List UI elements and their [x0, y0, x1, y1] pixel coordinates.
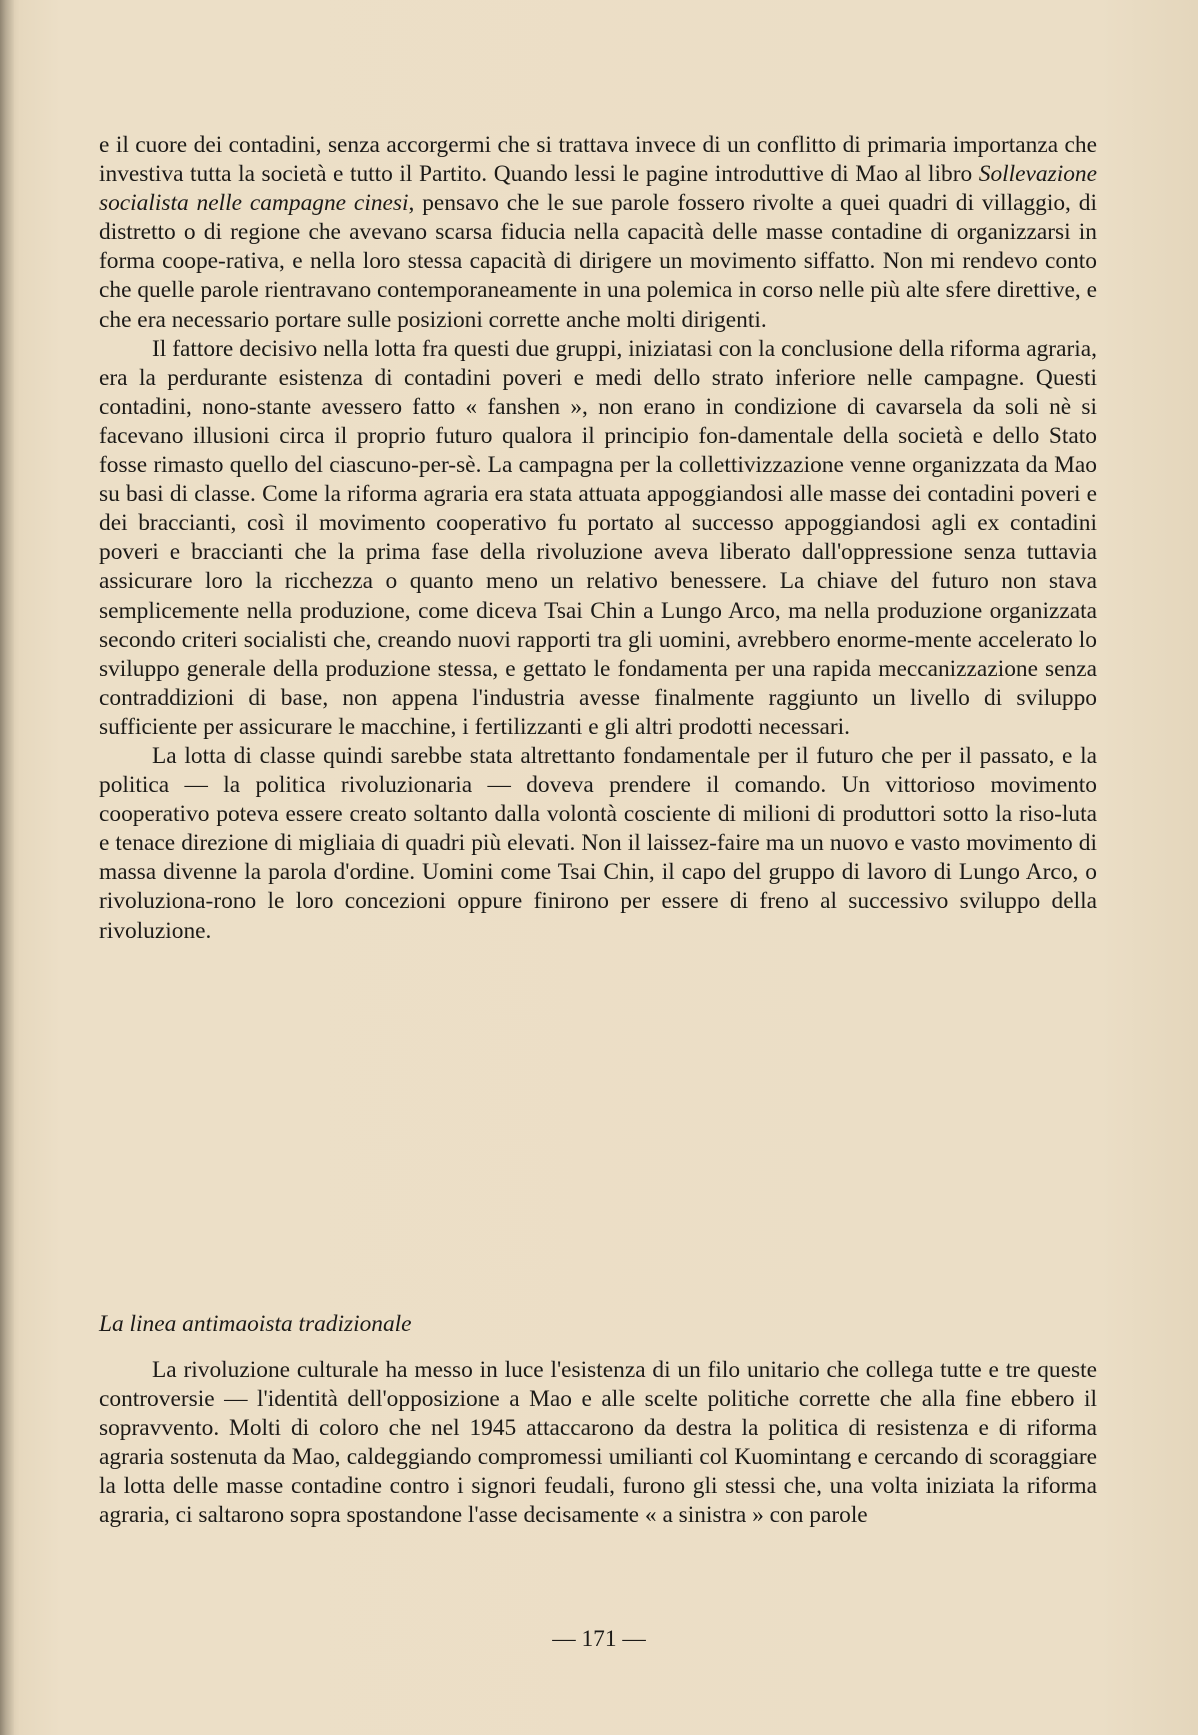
paragraph-4: La rivoluzione culturale ha messo in luce l'esistenza di un filo unitario che collega tutte e tre queste controversie — l'identità dell'opposizione a Mao e alle scelte politiche corrette che alla fine ebbero il sopravvento. Molti di coloro che nel 1945 attaccarono da destra la politica di resistenza e di riforma agraria sostenuta da Mao, caldeggiando compromessi umilianti col Kuomintang e cercando di scoraggiare la lotta delle masse contadine contro i signori feudali, furono gli stessi che, una volta iniziata la riforma agraria, ci saltarono sopra spostandone l'asse decisamente « a sinistra » con parole	[99, 1357, 1097, 1529]
paragraph-1: e il cuore dei contadini, senza accorgermi che si trattava invece di un conflitto di primaria importanza che investiva tutta la società e tutto il Partito. Quando lessi le pagine introduttive di Mao al libro Sollevazione socialista nelle campagne cinesi, pensavo che le sue parole fossero rivolte a quei quadri di villaggio, di distretto o di regione che avevano scarsa fiducia nella capacità delle masse contadine di organizzarsi in forma coope-rativa, e nella loro stessa capacità di dirigere un movimento siffatto. Non mi rendevo conto che quelle parole rientravano contemporaneamente in una polemica in corso nelle più alte sfere direttive, e che era necessario portare sulle posizioni corrette anche molti dirigenti.	[99, 132, 1097, 333]
section-title: La linea antimaoista tradizionale	[99, 1311, 412, 1337]
page-number: — 171 —	[552, 1626, 646, 1652]
body-text-top	[99, 131, 1097, 946]
paragraph-3: La lotta di classe quindi sarebbe stata altrettanto fondamentale per il futuro che per il passato, e la politica — la politica rivoluzionaria — doveva prendere il comando. Un vittorioso movimento cooperativo poteva essere creato soltanto dalla volontà cosciente di milioni di produttori sotto la riso-luta e tenace direzione di migliaia di quadri più elevati. Non il laissez-faire ma un nuovo e vasto movimento di massa divenne la parola d'ordine. Uomini come Tsai Chin, il capo del gruppo di lavoro di Lungo Arco, o rivoluziona-rono le loro concezioni oppure finirono per essere di freno al successivo sviluppo della rivoluzione.	[99, 742, 1097, 944]
book-title: Sollevazione socialista nelle campagne cinesi	[99, 161, 1097, 217]
body-text-bottom	[99, 1356, 1097, 1531]
page-spine-shadow	[0, 0, 14, 1735]
paragraph-2: Il fattore decisivo nella lotta fra questi due gruppi, iniziatasi con la conclusione della riforma agraria, era la perdurante esistenza di contadini poveri e medi dello strato inferiore nelle campagne. Questi contadini, nono-stante avessero fatto « fanshen », non erano in condizione di cavarsela da soli nè si facevano illusioni circa il proprio futuro qualora il principio fon-damentale della società e dello Stato fosse rimasto quello del ciascuno-per-sè. La campagna per la collettivizzazione venne organizzata da Mao su basi di classe. Come la riforma agraria era stata attuata appoggiandosi alle masse dei contadini poveri e dei braccianti, così il movimento cooperativo fu portato al successo appoggiandosi agli ex contadini poveri e braccianti che la prima fase della rivoluzione aveva liberato dall'oppressione senza tuttavia assicurare loro la ricchezza o quanto meno un relativo benessere. La chiave del futuro non stava semplicemente nella produzione, come diceva Tsai Chin a Lungo Arco, ma nella produzione organizzata secondo criteri socialisti che, creando nuovi rapporti tra gli uomini, avrebbero enorme-mente accelerato lo sviluppo generale della produzione stessa, e gettato le fondamenta per una rapida meccanizzazione senza contraddizioni di base, non appena l'industria avesse finalmente raggiunto un livello di sviluppo sufficiente per assicurare le macchine, i fertilizzanti e gli altri prodotti necessari.	[99, 335, 1097, 740]
